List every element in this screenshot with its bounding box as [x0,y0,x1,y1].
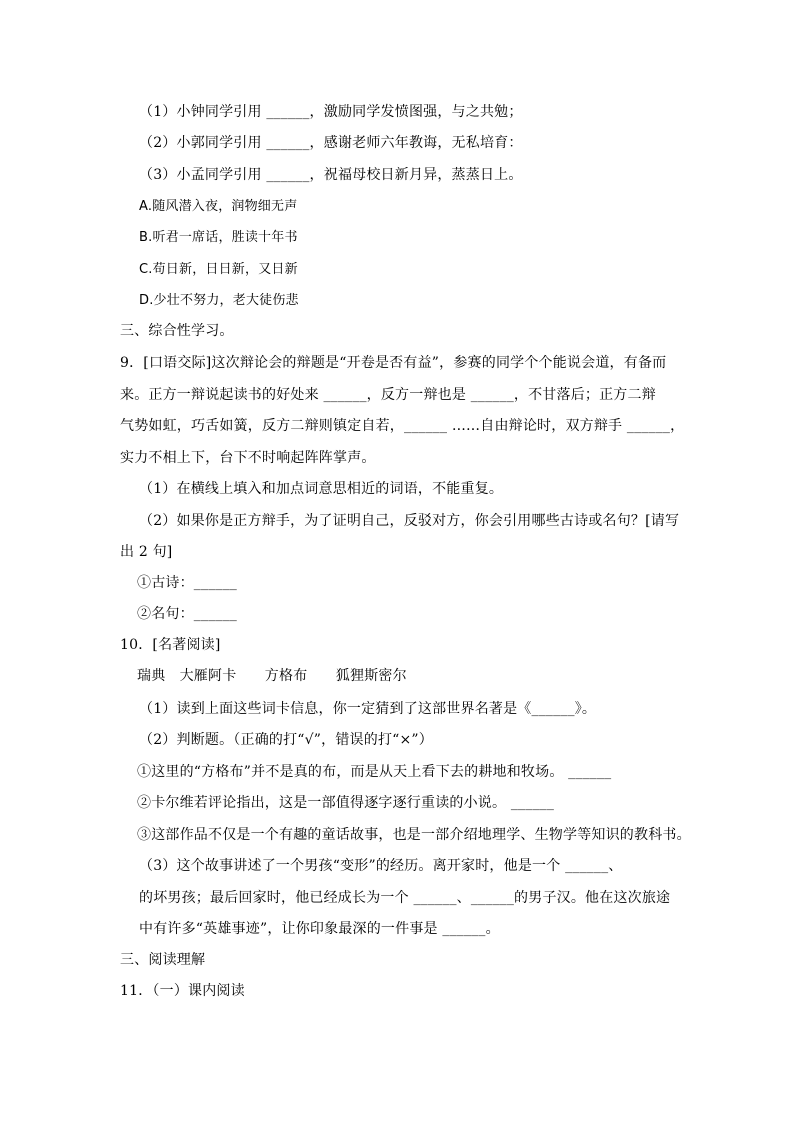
judgment-3: ③这部作品不仅是一个有趣的童话故事，也是一部介绍地理学、生物学等知识的教科书。 [137,827,691,843]
question-9-sub-2: （2）如果你是正方辩手，为了证明自己，反驳对方，你会引用哪些古诗或名句？[请写 [139,513,680,529]
section-heading-reading: 三、阅读理解 [120,952,206,968]
question-10-sub-3-line-1: （3）这个故事讲述了一个男孩“变形”的经历。离开家时，他是一个 ______、 [139,858,623,874]
question-9-sub-2-cont: 出 2 句] [120,544,173,560]
question-8-item-2: （2）小郭同学引用 ______，感谢老师六年教诲，无私培育： [139,135,523,151]
question-10-sub-2: （2）判断题。（正确的打“√”，错误的打“×”） [139,732,433,748]
question-10-sub-3-line-3: 中有许多“英雄事迹”，让你印象最深的一件事是 ______。 [139,921,500,937]
section-heading-comprehensive: 三、综合性学习。 [120,323,234,339]
answer-quote: ②名句：______ [137,606,237,622]
question-10-sub-1: （1）读到上面这些词卡信息，你一定猜到了这部世界名著是《______》。 [139,701,597,717]
question-10-sub-3-line-2: 的坏男孩；最后回家时，他已经成长为一个 ______、______的男子汉。他在这次旅途 [139,890,671,906]
option-a: A.随风潜入夜，润物细无声 [139,199,298,214]
answer-poem: ①古诗：______ [137,575,237,591]
question-8-item-1: （1）小钟同学引用 ______，激励同学发愤图强，与之共勉； [139,104,523,120]
question-8-item-3: （3）小孟同学引用 ______，祝福母校日新月异，蒸蒸日上。 [139,167,523,183]
question-9-line-1: 9．[口语交际]这次辩论会的辩题是“开卷是否有益”，参赛的同学个个能说会道，有备而 [120,355,667,371]
option-d: D.少壮不努力，老大徒伤悲 [139,293,299,308]
word-cards: 瑞典 大雁阿卡 方格布 狐狸斯密尔 [137,668,407,684]
question-10-heading: 10．[名著阅读] [120,637,221,653]
question-11-heading: 11．（一）课内阅读 [120,983,245,999]
judgment-1: ①这里的“方格布”并不是真的布，而是从天上看下去的耕地和牧场。 ______ [137,764,612,780]
option-c: C.苟日新，日日新，又日新 [139,262,298,277]
option-b: B.听君一席话，胜读十年书 [139,230,298,245]
question-9-line-3: 气势如虹，巧舌如簧，反方二辩则镇定自若，______ ……自由辩论时，双方辩手 ______， [120,418,685,434]
question-9-line-4: 实力不相上下，台下不时响起阵阵掌声。 [120,450,376,466]
question-9-line-2: 来。正方一辩说起读书的好处来 ______，反方一辩也是 ______，不甘落后；正方二辩 [120,387,656,403]
judgment-2: ②卡尔维若评论指出，这是一部值得逐字逐行重读的小说。 ______ [137,795,555,811]
question-9-sub-1: （1）在横线上填入和加点词意思相近的词语，不能重复。 [139,481,504,497]
